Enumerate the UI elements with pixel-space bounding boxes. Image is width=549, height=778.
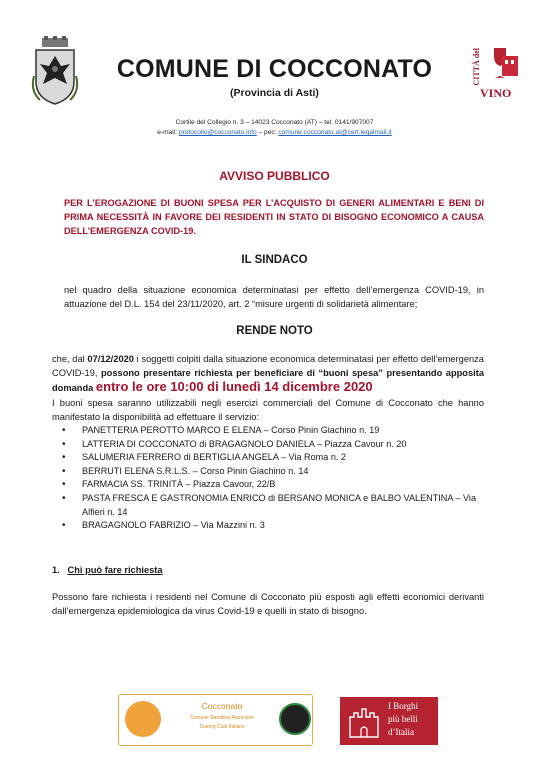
list-item: • BERRUTI ELENA S.R.L.S. – Corso Pinin Giachino n. 14 — [60, 465, 484, 479]
shops-list — [60, 424, 484, 533]
notice-purpose: PER L’EROGAZIONE DI BUONI SPESA PER L’ACQUISTO DI GENERI ALIMENTARI E BENI DI PRIMA NECESSITÀ IN FAVORE DEI RESIDENTI IN STATO DI BISOGNO ECONOMICO A CAUSA DELL’EMERGENZA COVID-19. — [64, 198, 484, 236]
borghi-logo — [340, 697, 438, 745]
orange-flag-icon — [125, 701, 161, 737]
bandiera-logo-line2: Comune Bandiera Arancione — [190, 715, 254, 721]
borghi-line3: d’Italia — [388, 727, 414, 737]
email-label: e-mail: — [157, 129, 179, 136]
page-title: COMUNE DI COCCONATO — [116, 55, 433, 83]
shops-intro: I buoni spesa saranno utilizzabili negli esercizi commerciali del Comune di Cocconato che hanno manifestato la disponibilità ad effettuare il servizio: — [52, 398, 484, 422]
announce-paragraph — [52, 353, 484, 396]
pec-label: – pec: — [256, 129, 279, 136]
citta-del-vino-text-bottom: VINO — [480, 86, 512, 100]
section-text: Possono fare richiesta i residenti nel Comune di Cocconato più esposti agli effetti economici derivanti dall’emergenza epidemiologica da virus Covid-19 e quelli in stato di bisogno. — [52, 592, 484, 616]
page-subtitle: (Provincia di Asti) — [230, 87, 319, 99]
bandiera-arancione-logo — [118, 694, 313, 746]
announce-heading: RENDE NOTO — [236, 325, 313, 337]
section-heading — [52, 565, 163, 575]
announce-text-a: che, dal — [52, 354, 88, 364]
citta-del-vino-text-top: CITTÀ del — [472, 48, 481, 86]
citta-del-vino-logo — [472, 42, 522, 104]
list-item: • BRAGAGNOLO FABRIZIO – Via Mazzini n. 3 — [60, 519, 484, 533]
email-link[interactable]: protocollo@cocconato.info — [178, 129, 257, 136]
bandiera-logo-name: Cocconato — [201, 701, 243, 711]
announce-text-b: i soggetti colpiti dalla situazione economica determinatasi per effetto dell’emergenza COVID-19, — [52, 354, 484, 378]
section-title: Chi può fare richiesta — [67, 565, 163, 575]
pec-link[interactable]: comune.cocconato.at@cert.legalmail.it — [278, 129, 392, 136]
list-item: • SALUMERIA FERRERO di BERTIGLIA ANGELA – Via Roma n. 2 — [60, 451, 484, 465]
mayor-text: nel quadro della situazione economica determinatasi per effetto dell’emergenza COVID-19, in attuazione del D.L. 154 del 23/11/2020, art. 2 “misure urgenti di solidarietà alimentare; — [64, 285, 484, 309]
castle-icon — [346, 703, 382, 739]
address-line: Cortile del Collegio n. 3 – 14023 Cocconato (AT) – tel. 0141/907007 — [175, 119, 374, 126]
deadline-text: entro le ore 10:00 di lunedì 14 dicembre 2020 — [95, 379, 373, 394]
borghi-line2: più belli — [388, 714, 418, 724]
bandiera-logo-line3: Touring Club Italiano — [199, 724, 245, 730]
borghi-line1: I Borghi — [388, 701, 419, 711]
announce-text-bold: possono presentare richiesta per beneficiare di “buoni spesa” presentando apposita domanda — [52, 367, 485, 393]
start-date: 07/12/2020 — [87, 354, 134, 364]
list-item: • PASTA FRESCA E GASTRONOMIA ENRICO di BERSANO MONICA e BALBO VALENTINA – Via Alfieri n. 14 — [60, 492, 484, 519]
list-item: • FARMACIA SS. TRINITÀ – Piazza Cavour, 22/B — [60, 478, 484, 492]
section-number: 1. — [52, 565, 60, 575]
notice-heading: AVVISO PUBBLICO — [219, 169, 330, 183]
touring-club-icon — [279, 703, 311, 735]
list-item: • LATTERIA DI COCCONATO di BRAGAGNOLO DANIELA – Piazza Cavour n. 20 — [60, 438, 484, 452]
mayor-heading: IL SINDACO — [241, 254, 308, 266]
list-item: • PANETTERIA PEROTTO MARCO E ELENA – Corso Pinin Giachino n. 19 — [60, 424, 484, 438]
contact-line — [0, 129, 549, 136]
